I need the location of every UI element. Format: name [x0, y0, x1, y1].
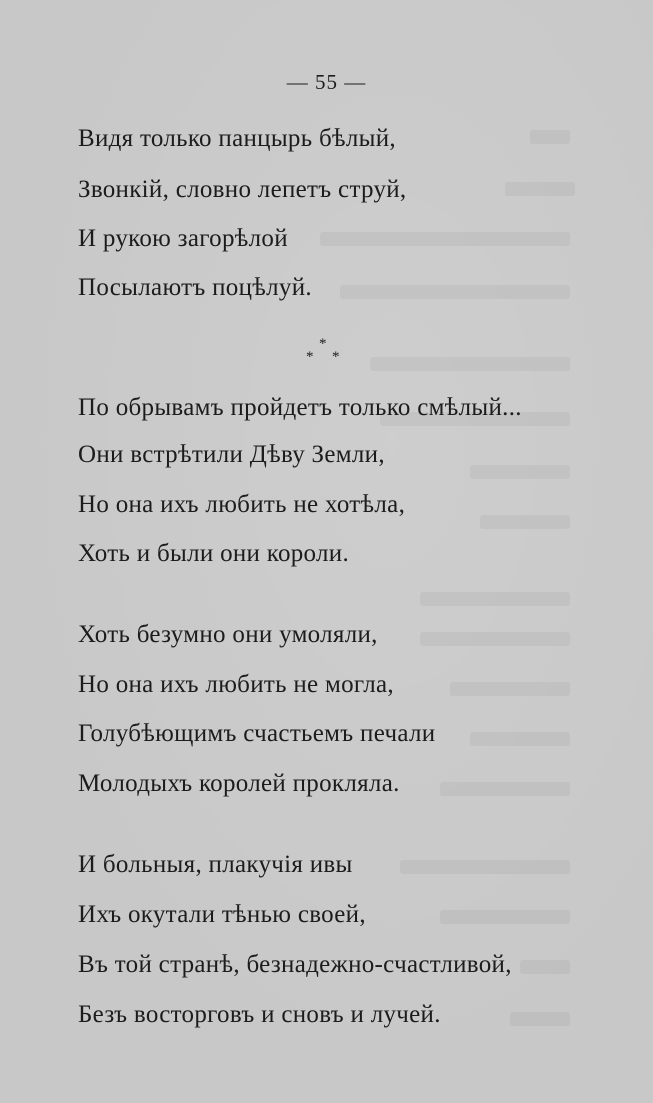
verse-line: Голубѣющимъ счастьемъ печали	[78, 720, 436, 747]
verse-line: Въ той странѣ, безнадежно-счастливой,	[78, 951, 512, 978]
page-number: — 55 —	[286, 70, 367, 94]
verse-line: Они встрѣтили Дѣву Земли,	[78, 441, 385, 468]
verse-line: Посылаютъ поцѣлуй.	[78, 274, 312, 301]
verse-line: Но она ихъ любить не хотѣла,	[78, 491, 406, 518]
verse-line: Хоть и были они короли.	[78, 540, 350, 567]
section-separator-asterism: * * *	[306, 336, 340, 365]
verse-line: Ихъ окутали тѣнью своей,	[78, 901, 366, 928]
verse-line: Звонкій, словно лепетъ струй,	[78, 176, 407, 203]
verse-line: Безъ восторговъ и сновъ и лучей.	[78, 1001, 441, 1028]
verse-line: Но она ихъ любить не могла,	[78, 671, 394, 698]
verse-line: Молодыхъ королей прокляла.	[78, 770, 400, 797]
verse-line: Видя только панцырь бѣлый,	[78, 125, 396, 152]
verse-line: Хоть безумно они умоляли,	[78, 621, 378, 648]
verse-line: По обрывамъ пройдетъ только смѣлый...	[78, 394, 522, 421]
verse-line: И рукою загорѣлой	[78, 225, 288, 252]
verse-line: И больныя, плакучія ивы	[78, 851, 353, 878]
